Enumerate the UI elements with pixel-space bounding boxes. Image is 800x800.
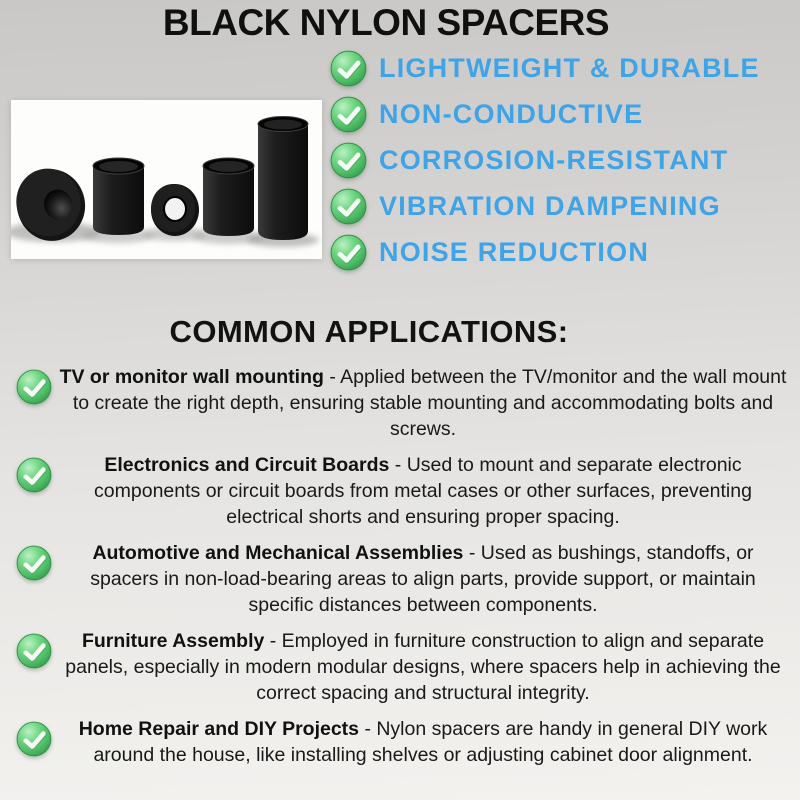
application-text xyxy=(58,364,788,442)
applications-list xyxy=(0,364,800,768)
black-nylon-spacers-illustration xyxy=(11,100,322,259)
green-check-icon xyxy=(330,234,367,271)
green-check-icon xyxy=(330,142,367,179)
feature-label: LIGHTWEIGHT & DURABLE xyxy=(379,53,760,83)
green-check-icon xyxy=(16,545,52,581)
application-item xyxy=(16,716,788,768)
application-description: - Employed in furniture construction to align and separate panels, especially in modern modular designs, where spacers help in achieving the correct spacing and structural integrity. xyxy=(65,630,781,704)
application-description: - Used to mount and separate electronic components or circuit boards from metal cases or other surfaces, preventing electrical shorts and ensuring proper spacing. xyxy=(94,454,752,528)
application-text xyxy=(58,628,788,706)
feature-item xyxy=(330,96,760,133)
green-check-icon xyxy=(330,188,367,225)
application-title: Furniture Assembly xyxy=(81,630,265,652)
application-description: - Applied between the TV/monitor and the wall mount to create the right depth, ensuring stable mounting and accommodating bolts and screws. xyxy=(72,366,787,440)
application-title: Electronics and Circuit Boards xyxy=(104,454,390,476)
feature-item xyxy=(330,142,760,179)
features-list xyxy=(330,50,760,271)
application-item xyxy=(16,364,788,442)
application-text xyxy=(58,452,788,530)
green-check-icon xyxy=(16,721,52,757)
green-check-icon xyxy=(16,633,52,669)
green-check-icon xyxy=(330,50,367,87)
feature-item xyxy=(330,234,760,271)
feature-item xyxy=(330,188,760,225)
application-item xyxy=(16,628,788,706)
application-title: Home Repair and DIY Projects xyxy=(78,718,360,740)
green-check-icon xyxy=(16,457,52,493)
application-text xyxy=(58,716,788,768)
application-description: - Used as bushings, standoffs, or spacers in non-load-bearing areas to align parts, provide support, or maintain specific distances between components. xyxy=(90,542,756,616)
application-description: - Nylon spacers are handy in general DIY work around the house, like installing shelves or adjusting cabinet door alignment. xyxy=(93,718,768,766)
spacer-facing xyxy=(151,184,199,236)
feature-label: CORROSION-RESISTANT xyxy=(379,145,729,175)
feature-label: NOISE REDUCTION xyxy=(379,237,650,267)
product-photo xyxy=(11,100,322,259)
application-text xyxy=(58,540,788,618)
feature-label: NON-CONDUCTIVE xyxy=(379,99,644,129)
application-title: TV or monitor wall mounting xyxy=(59,366,324,388)
applications-heading: COMMON APPLICATIONS: xyxy=(169,314,569,349)
feature-item xyxy=(330,50,760,87)
application-title: Automotive and Mechanical Assemblies xyxy=(92,542,464,564)
application-item xyxy=(16,540,788,618)
page-title: BLACK NYLON SPACERS xyxy=(162,2,610,43)
spacer-tallest xyxy=(258,117,308,241)
green-check-icon xyxy=(330,96,367,133)
feature-label: VIBRATION DAMPENING xyxy=(379,191,721,221)
spacer-medium xyxy=(93,158,144,235)
spacer-tall xyxy=(203,158,254,236)
green-check-icon xyxy=(16,369,52,405)
application-item xyxy=(16,452,788,530)
